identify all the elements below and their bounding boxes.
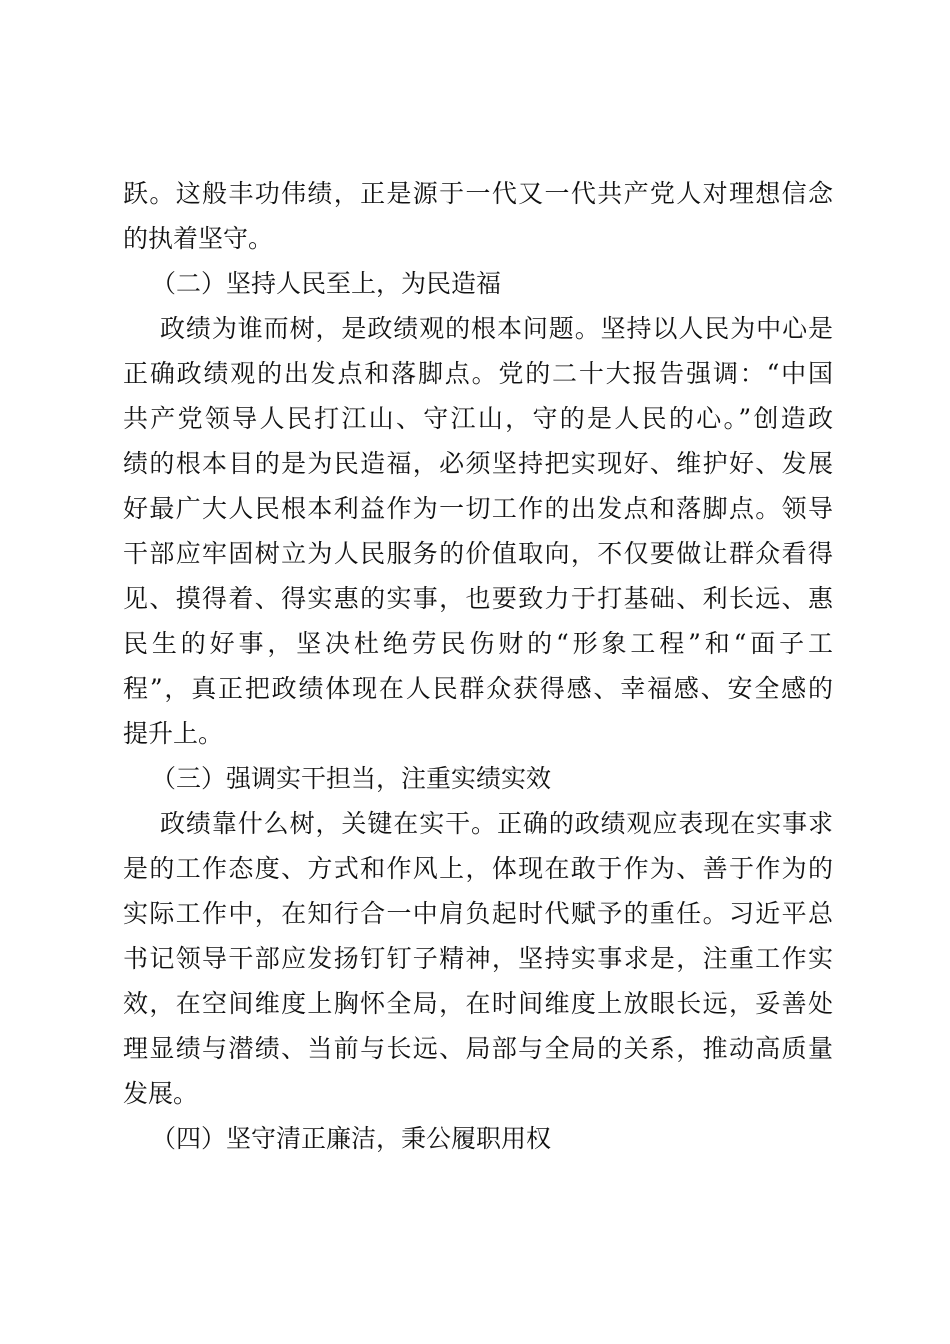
text-line: 提升上。	[123, 719, 224, 748]
text-line: 正确政绩观的出发点和落脚点。党的二十大报告强调：“中国	[123, 359, 833, 388]
text-line: 共产党领导人民打江山、守江山，守的是人民的心。”创造政	[123, 404, 833, 433]
text-line: 程”，真正把政绩体现在人民群众获得感、幸福感、安全感的	[123, 674, 833, 703]
paragraph	[123, 306, 833, 756]
text-line: 政绩为谁而树，是政绩观的根本问题。坚持以人民为中心是	[160, 314, 833, 343]
text-line: 实际工作中，在知行合一中肩负起时代赋予的重任。习近平总	[123, 899, 833, 928]
text-line: 民生的好事，坚决杜绝劳民伤财的“形象工程”和“面子工	[123, 629, 833, 658]
section-heading: （四）坚守清正廉洁，秉公履职用权	[151, 1124, 552, 1153]
text-line: 发展。	[123, 1079, 199, 1108]
text-line: 见、摸得着、得实惠的实事，也要致力于打基础、利长远、惠	[123, 584, 833, 613]
paragraph	[123, 171, 833, 261]
paragraph	[123, 801, 833, 1116]
text-line: 书记领导干部应发扬钉钉子精神，坚持实事求是，注重工作实	[123, 944, 833, 973]
text-line: 理显绩与潜绩、当前与长远、局部与全局的关系，推动高质量	[123, 1034, 833, 1063]
text-line: 的执着坚守。	[123, 224, 274, 253]
text-line: 是的工作态度、方式和作风上，体现在敢于作为、善于作为的	[123, 854, 833, 883]
text-line: 干部应牢固树立为人民服务的价值取向，不仅要做让群众看得	[123, 539, 833, 568]
text-line: 效，在空间维度上胸怀全局，在时间维度上放眼长远，妥善处	[123, 989, 833, 1018]
text-line: 政绩靠什么树，关键在实干。正确的政绩观应表现在实事求	[160, 809, 833, 838]
section-heading: （三）强调实干担当，注重实绩实效	[151, 764, 552, 793]
section-heading: （二）坚持人民至上，为民造福	[151, 269, 502, 298]
document-page	[123, 171, 833, 1161]
text-line: 好最广大人民根本利益作为一切工作的出发点和落脚点。领导	[123, 494, 833, 523]
text-line: 跃。这般丰功伟绩，正是源于一代又一代共产党人对理想信念	[123, 179, 833, 208]
text-line: 绩的根本目的是为民造福，必须坚持把实现好、维护好、发展	[123, 449, 833, 478]
